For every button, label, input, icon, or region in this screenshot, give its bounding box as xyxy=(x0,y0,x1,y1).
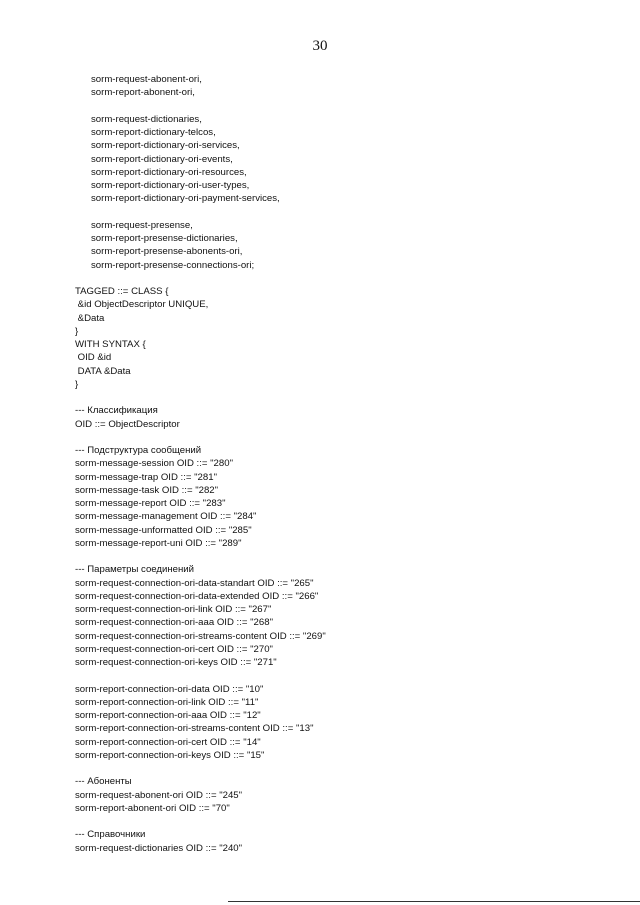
code-line: OID &id xyxy=(75,352,112,364)
bottom-rule xyxy=(228,901,640,902)
code-line: sorm-message-trap OID ::= "281" xyxy=(75,471,217,483)
code-line: sorm-report-dictionary-ori-user-types, xyxy=(75,180,250,191)
code-line: TAGGED ::= CLASS { xyxy=(75,286,169,297)
code-line: sorm-message-task OID ::= "282" xyxy=(75,484,219,496)
code-line: sorm-report-dictionary-ori-services, xyxy=(75,140,240,152)
code-line: sorm-report-abonent-ori, xyxy=(75,87,195,99)
code-line: WITH SYNTAX { xyxy=(75,339,146,350)
code-line: sorm-request-connection-ori-data-standart OID ::= "265" xyxy=(75,577,314,589)
code-line: sorm-request-presense, xyxy=(75,219,193,231)
code-line: sorm-report-dictionary-ori-events, xyxy=(75,153,233,165)
blank-line xyxy=(75,431,615,444)
code-line: DATA &Data xyxy=(75,365,131,377)
code-line: sorm-report-connection-ori-data OID ::= "10" xyxy=(75,683,264,695)
code-line: --- Классификация xyxy=(75,405,158,417)
code-line: sorm-request-connection-ori-link OID ::= "267" xyxy=(75,604,272,615)
code-line: --- Абоненты xyxy=(75,776,132,788)
code-line: sorm-report-connection-ori-cert OID ::= "14" xyxy=(75,736,261,748)
code-line: --- Подструктура сообщений xyxy=(75,445,202,456)
code-line: sorm-request-dictionaries, xyxy=(75,113,202,125)
code-line: sorm-request-connection-ori-cert OID ::= "270" xyxy=(75,643,273,655)
code-line: sorm-message-report OID ::= "283" xyxy=(75,498,226,509)
blank-line xyxy=(75,272,615,285)
blank-line xyxy=(75,100,615,113)
code-line: sorm-request-abonent-ori, xyxy=(75,74,202,85)
code-line: sorm-report-presense-abonents-ori, xyxy=(75,246,243,258)
code-line: &id ObjectDescriptor UNIQUE, xyxy=(75,299,209,311)
blank-line xyxy=(75,391,615,404)
code-line: sorm-report-abonent-ori OID ::= "70" xyxy=(75,802,230,814)
blank-line xyxy=(75,669,615,682)
code-line: sorm-report-dictionary-ori-payment-services, xyxy=(75,193,280,205)
code-line: sorm-report-presense-dictionaries, xyxy=(75,233,238,244)
code-line: sorm-request-dictionaries OID ::= "240" xyxy=(75,842,243,854)
blank-line xyxy=(75,762,615,775)
code-line: &Data xyxy=(75,312,105,324)
code-line: OID ::= ObjectDescriptor xyxy=(75,418,180,430)
code-line: sorm-report-connection-ori-streams-content OID ::= "13" xyxy=(75,723,314,735)
code-line: } xyxy=(75,325,79,337)
blank-line xyxy=(75,815,615,828)
code-line: --- Параметры соединений xyxy=(75,564,195,576)
code-line: --- Справочники xyxy=(75,829,146,841)
blank-line xyxy=(75,206,615,219)
code-line: sorm-message-session OID ::= "280" xyxy=(75,458,233,470)
code-line: sorm-request-connection-ori-aaa OID ::= "268" xyxy=(75,617,273,629)
code-line: sorm-report-connection-ori-keys OID ::= "15" xyxy=(75,749,265,761)
code-line: sorm-message-report-uni OID ::= "289" xyxy=(75,537,242,549)
code-line: sorm-message-management OID ::= "284" xyxy=(75,511,257,523)
blank-line xyxy=(75,550,615,563)
code-line: sorm-report-connection-ori-aaa OID ::= "12" xyxy=(75,710,261,721)
code-line: sorm-report-dictionary-telcos, xyxy=(75,127,216,138)
asn1-listing xyxy=(75,73,615,855)
code-line: sorm-message-unformatted OID ::= "285" xyxy=(75,524,252,536)
code-line: sorm-report-presense-connections-ori; xyxy=(75,259,255,271)
page-number: 30 xyxy=(312,38,328,54)
code-line: sorm-request-connection-ori-streams-content OID ::= "269" xyxy=(75,630,326,642)
code-line: sorm-report-dictionary-ori-resources, xyxy=(75,166,247,178)
code-line: sorm-request-abonent-ori OID ::= "245" xyxy=(75,789,243,801)
code-line: sorm-request-connection-ori-keys OID ::= "271" xyxy=(75,657,277,668)
code-line: sorm-report-connection-ori-link OID ::= "11" xyxy=(75,696,259,708)
code-line: sorm-request-connection-ori-data-extended OID ::= "266" xyxy=(75,590,319,602)
code-line: } xyxy=(75,378,79,390)
